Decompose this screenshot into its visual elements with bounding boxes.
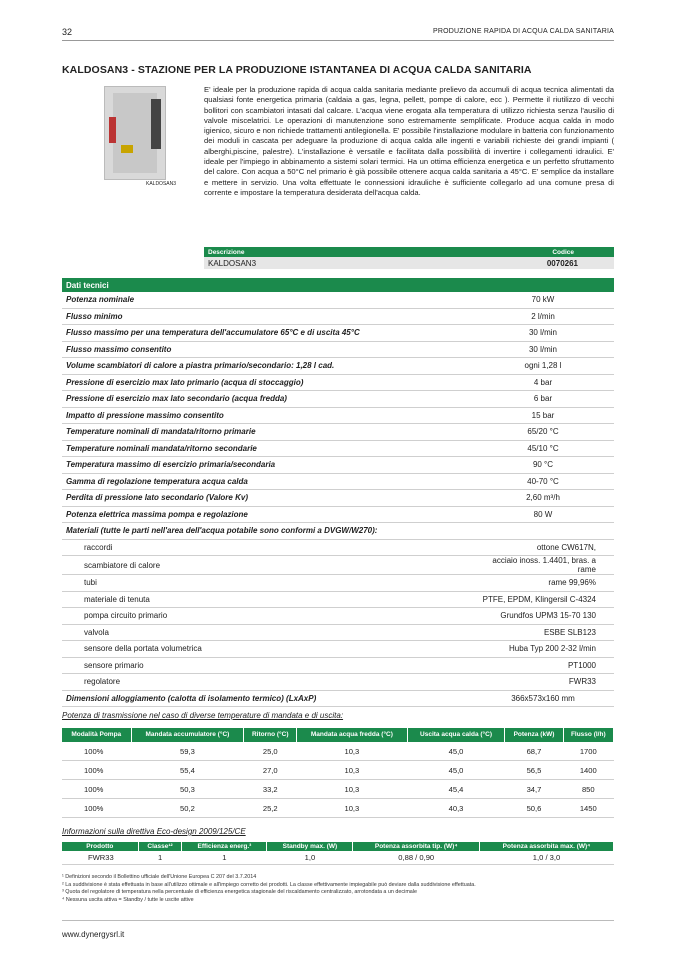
footnote: ² La suddivisione è stata effettuata in base all'utilizzo ottimale e all'impiego corretto dei prodotti. La classe effettivamente impiegabile può deviare dalla suddivisione effettuata. [62,881,476,888]
product-title: KALDOSAN3 - STAZIONE PER LA PRODUZIONE ISTANTANEA DI ACQUA CALDA SANITARIA [62,64,532,76]
table-cell: 50,6 [505,799,563,818]
spec-value: ogni 1,28 l [472,358,614,375]
spec-label: Potenza elettrica massima pompa e regolazione [62,506,472,523]
spec-label: Gamma di regolazione temperatura acqua calda [62,473,472,490]
column-header: Ritorno (°C) [244,728,297,742]
table-cell: 10,3 [297,742,408,761]
table-row [62,657,614,674]
material-label: tubi [62,575,472,592]
table-row [62,391,614,408]
material-label: valvola [62,624,472,641]
table-row [62,674,614,691]
material-value: Huba Typ 200 2-32 l/min [472,641,614,658]
table-row [62,591,614,608]
table-row [62,523,614,540]
column-header: Prodotto [62,842,138,851]
table-cell: 55,4 [131,761,244,780]
table-cell: 100% [62,742,131,761]
table-cell: 56,5 [505,761,563,780]
material-label: regolatore [62,674,472,691]
table-cell: 10,3 [297,761,408,780]
spec-value: 15 bar [472,407,614,424]
table-cell: 1700 [563,742,613,761]
technical-data-table [62,278,614,707]
column-header: Classe¹² [138,842,182,851]
spec-label: Temperatura massimo di esercizio primaria/secondaria [62,457,472,474]
spec-label: Volume scambiatori di calore a piastra primario/secondario: 1,28 l cad. [62,358,472,375]
column-header: Potenza assorbita max. (W)⁴ [480,842,614,851]
table-cell: 100% [62,799,131,818]
table-cell: 59,3 [131,742,244,761]
spec-value: 366x573x160 mm [472,690,614,707]
spec-value: 70 kW [472,292,614,308]
potenza-table [62,728,614,818]
spec-label: Temperature nominali mandata/ritorno secondarie [62,440,472,457]
table-cell: 100% [62,761,131,780]
table-cell: 50,3 [131,780,244,799]
table-cell: 25,2 [244,799,297,818]
table-row [62,575,614,592]
material-label: sensore della portata volumetrica [62,641,472,658]
product-name-cell: KALDOSAN3 [204,257,385,269]
table-cell: 10,3 [297,799,408,818]
column-header: Potenza (kW) [505,728,563,742]
table-cell: 1,0 [267,851,353,865]
spec-value: 2,60 m³/h [472,490,614,507]
table-row [62,292,614,308]
table-row [62,457,614,474]
table-cell: 45,0 [407,742,505,761]
table-cell: 25,0 [244,742,297,761]
footnote: ⁴ Nessuna uscita attiva = Standby / tutte le uscite attive [62,896,194,903]
materials-label: Materiali (tutte le parti nell'area dell'acqua potabile sono conformi a DVGW/W270): [62,523,614,540]
table-row [62,473,614,490]
section-title: PRODUZIONE RAPIDA DI ACQUA CALDA SANITARIA [433,28,614,35]
table-cell: 1400 [563,761,613,780]
table-row [62,374,614,391]
spec-label: Flusso massimo per una temperatura dell'accumulatore 65°C e di uscita 45°C [62,325,472,342]
table-cell: FWR33 [62,851,138,865]
spec-label: Flusso massimo consentito [62,341,472,358]
spec-label: Perdita di pressione lato secondario (Valore Kv) [62,490,472,507]
table-row [62,690,614,707]
spec-value: 30 l/min [472,341,614,358]
table-row [62,742,614,761]
material-value: FWR33 [472,674,614,691]
spec-label: Potenza nominale [62,292,472,308]
footnote: ¹ Definizioni secondo il Bollettino ufficiale dell'Unione Europea C 207 del 3.7.2014 [62,874,257,880]
spec-value: 40-70 °C [472,473,614,490]
column-header: Potenza assorbita tip. (W)⁴ [353,842,480,851]
table-row [62,608,614,625]
column-header: Standby max. (W) [267,842,353,851]
spec-value: 90 °C [472,457,614,474]
material-value: Grundfos UPM3 15-70 130 [472,608,614,625]
spec-label: Pressione di esercizio max lato secondario (acqua fredda) [62,391,472,408]
table-cell: 100% [62,780,131,799]
table-cell: 1 [182,851,267,865]
page-number: 32 [62,27,73,37]
table-cell: 1,0 / 3,0 [480,851,614,865]
material-label: materiale di tenuta [62,591,472,608]
photo-caption: KALDOSAN3 [146,181,177,187]
table-row [62,308,614,325]
spec-value: 80 W [472,506,614,523]
footnotes [62,874,622,904]
table-row [62,799,614,818]
table-row [62,761,614,780]
table-row [62,556,614,575]
table-row [62,539,614,556]
table-cell: 850 [563,780,613,799]
table-row [62,440,614,457]
material-label: scambiatore di calore [62,556,472,575]
spec-value: 2 l/min [472,308,614,325]
footer-divider [62,920,614,921]
table-row [62,424,614,441]
column-header: Flusso (l/h) [563,728,613,742]
table-cell: 10,3 [297,780,408,799]
table-row [62,490,614,507]
spec-value: 6 bar [472,391,614,408]
column-header: Mandata accumulatore (°C) [131,728,244,742]
spec-label: Dimensioni alloggiamento (calotta di isolamento termico) (LxAxP) [62,690,472,707]
table-cell: 40,3 [407,799,505,818]
spec-label: Flusso minimo [62,308,472,325]
material-value: ESBE SLB123 [472,624,614,641]
table-row [62,407,614,424]
material-label: pompa circuito primario [62,608,472,625]
eco-table [62,842,614,865]
table-row [62,624,614,641]
column-header: Mandata acqua fredda (°C) [297,728,408,742]
spec-label: Pressione di esercizio max lato primario (acqua di stoccaggio) [62,374,472,391]
product-description: E' ideale per la produzione rapida di acqua calda sanitaria mediante prelievo da accumuli di acqua tecnica alimentati da qualsiasi fonte energetica primaria (caldaia a gas, legna, pellett, pompe di calore, ecc ). Permette il riutilizzo di vecchi bollitori con scambiatori intasati dal calcare. L'acqua viene erogata alla temperatura di utilizzo richiesta senza l'ausilio di valvole miscelatrici. Le operazioni di manutenzione sono estremamente semplificate. Produce acqua calda in modo igienico, sicuro e non richiede trattamenti antilegionella. E' possibile l'installazione modulare in batteria con funzionamento dei moduli in cascata per adeguare la produzione di acqua calda alle ingenti e variabili richieste dei grandi impianti ( alberghi,piscine, palestre). L'installazione è versatile e facilitata dalla possibilità di invertire i collegamenti idraulici. E' ideale per l'impiego in abbinamento a sistemi solari termici. Ha un ottima efficienza energetica e un perfetto sfruttamento del calore. Con acqua a 50°C nel primario è già possibile ottenere acqua calda sanitaria a 45°C. E' semplice da installare e mettere in servizio. Una volta effettuate le connessioni idrauliche è sufficiente collegarlo ad una comune presa di corrente e impostare la temperatura desiderata dell'acqua calda. [204,85,614,197]
column-header: Modalità Pompa [62,728,131,742]
footnote: ³ Quota del regolatore di temperatura nella percentuale di efficienza energetica stagionale del riscaldamento centralizzato, arrotondata a un decimale [62,889,417,896]
table-row [62,341,614,358]
table-cell: 34,7 [505,780,563,799]
table-cell: 0,88 / 0,90 [353,851,480,865]
table-cell: 45,0 [407,761,505,780]
header-divider [62,40,614,41]
table-row [62,358,614,375]
material-value: PT1000 [472,657,614,674]
material-value: acciaio inoss. 1.4401, bras. a rame [472,556,614,575]
table-cell: 27,0 [244,761,297,780]
code-table-header: Codice [385,247,614,257]
table-cell: 33,2 [244,780,297,799]
spec-value: 65/20 °C [472,424,614,441]
material-value: rame 99,96% [472,575,614,592]
spec-value: 4 bar [472,374,614,391]
table-cell: 50,2 [131,799,244,818]
spec-value: 30 l/min [472,325,614,342]
spec-label: Temperature nominali di mandata/ritorno primarie [62,424,472,441]
code-table [204,247,614,269]
table-cell: 1450 [563,799,613,818]
potenza-title: Potenza di trasmissione nel caso di diverse temperature di mandata e di uscita: [62,711,344,720]
column-header: Efficienza energ.³ [182,842,267,851]
spec-label: Impatto di pressione massimo consentito [62,407,472,424]
table-row [62,641,614,658]
material-label: sensore primario [62,657,472,674]
spec-value: 45/10 °C [472,440,614,457]
table-row [62,780,614,799]
table-cell: 45,4 [407,780,505,799]
table-row [62,325,614,342]
footer-url[interactable]: www.dynergysrl.it [62,930,125,939]
material-value: ottone CW617N, [472,539,614,556]
column-header: Uscita acqua calda (°C) [407,728,505,742]
tech-table-header: Dati tecnici [62,278,614,292]
table-cell: 68,7 [505,742,563,761]
product-photo [104,86,166,180]
product-code-cell: 0070261 [385,257,614,269]
code-table-header: Descrizione [204,247,385,257]
eco-title: Informazioni sulla direttiva Eco-design 2009/125/CE [62,827,246,836]
table-row [62,506,614,523]
table-cell: 1 [138,851,182,865]
material-label: raccordi [62,539,472,556]
material-value: PTFE, EPDM, Klingersil C-4324 [472,591,614,608]
